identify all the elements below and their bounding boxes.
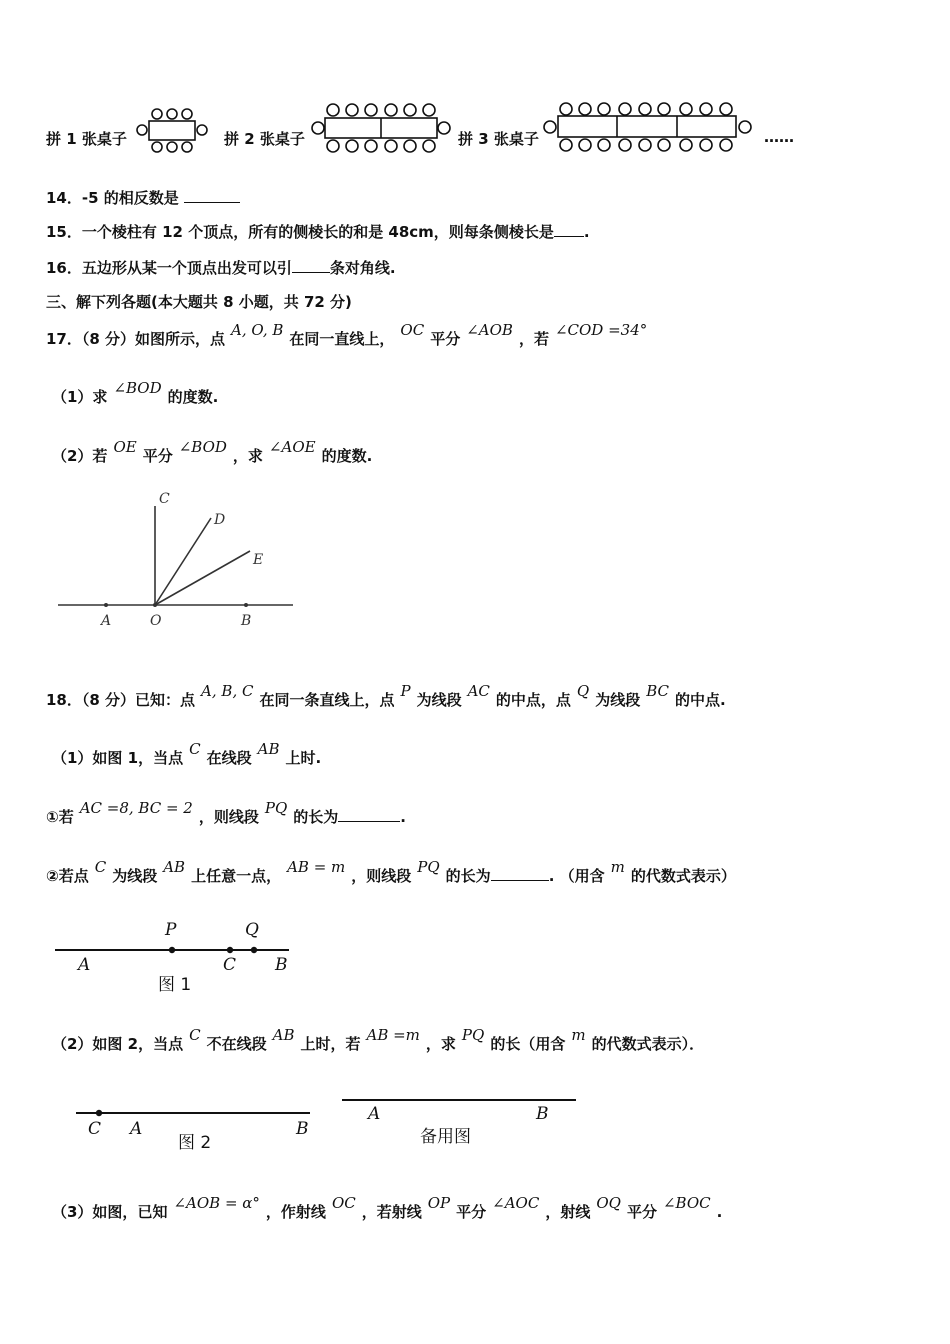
q17-p2-math-bod: ∠BOD — [178, 438, 227, 456]
q18-p1-text-c: 上时. — [285, 749, 322, 767]
question-14 — [46, 187, 240, 208]
q18-p3-text-d: 平分 — [456, 1203, 487, 1221]
question-18 — [46, 682, 726, 710]
q18-c1-math-pq: PQ — [264, 799, 288, 817]
q18-text-b: 在同一条直线上，点 — [259, 691, 395, 709]
tables-label-2: 拼 2 张桌子 — [224, 130, 305, 148]
q17-text-c: 平分 — [430, 330, 461, 348]
q18-p3-math-boc: ∠BOC — [662, 1194, 711, 1212]
fig2-point-c — [96, 1110, 102, 1116]
q18-p3-text-f: 平分 — [626, 1203, 657, 1221]
q18-p2-text-d: ，求 — [425, 1035, 456, 1053]
q18-math-p: P — [400, 682, 411, 700]
q17-part-2 — [52, 438, 373, 466]
tables-ellipsis: …… — [764, 128, 794, 146]
q17-label-c: C — [159, 491, 170, 507]
q18-text-c: 为线段 — [416, 691, 462, 709]
q18-p3-text-b: ，作射线 — [265, 1203, 326, 1221]
q18-p2-math-pq: PQ — [461, 1026, 485, 1044]
q18-math-q: Q — [576, 682, 590, 700]
q17-point-o — [153, 603, 157, 607]
question-17 — [46, 321, 653, 349]
q17-math-cod: ∠COD =34° — [554, 321, 648, 339]
question-15 — [46, 221, 590, 242]
q18-p2-text-c: 上时，若 — [300, 1035, 361, 1053]
q17-part-1 — [52, 379, 219, 407]
q18-case-1 — [46, 799, 406, 827]
q17-ray-oe — [155, 551, 250, 605]
table-3-figure — [544, 103, 751, 151]
fig2-label-c: C — [88, 1119, 102, 1139]
q18-p1-text-b: 在线段 — [206, 749, 252, 767]
q18-part-3 — [52, 1194, 723, 1222]
q18-p1-math-ab: AB — [257, 740, 280, 758]
q17-point-a — [104, 603, 108, 607]
q18-p2-text-a: （2）如图 2，当点 — [52, 1035, 184, 1053]
q18-c2-math-pq: PQ — [417, 858, 440, 876]
q18-c1-text-d: . — [400, 808, 406, 826]
q14-text: 14．-5 的相反数是 — [46, 189, 179, 207]
tables-label-1: 拼 1 张桌子 — [46, 130, 127, 148]
q18-c2-math-m: m — [610, 858, 625, 876]
q18-p3-text-e: ，射线 — [545, 1203, 591, 1221]
table-2-figure — [312, 104, 450, 152]
q18-c2-text-a: ②若点 — [46, 867, 89, 885]
q17-math-oc: OC — [400, 321, 425, 339]
q18-p2-math-ab: AB — [272, 1026, 295, 1044]
q18-text-e: 为线段 — [595, 691, 641, 709]
question-16 — [46, 257, 396, 278]
q18-p3-math-aoc: ∠AOC — [492, 1194, 540, 1212]
q17-text-a: 17．（8 分）如图所示，点 — [46, 330, 226, 348]
q18-math-ac: AC — [467, 682, 490, 700]
q17-ray-od — [155, 518, 211, 605]
fig2-label-a: A — [130, 1119, 143, 1139]
q18-math-abc: A, B, C — [201, 682, 254, 700]
q18-p3-text-g: . — [716, 1203, 723, 1221]
tables-figure — [0, 0, 950, 170]
q17-label-d: D — [214, 512, 226, 528]
q17-p1-text-b: 的度数. — [167, 388, 219, 406]
fig1-label-q: Q — [245, 920, 259, 940]
fig2-caption: 图 2 — [178, 1133, 212, 1153]
q18-c2-text-c: 上任意一点， — [191, 867, 282, 885]
q17-p2-text-d: 的度数. — [321, 447, 373, 465]
q18-part-2 — [52, 1026, 705, 1054]
tables-label-3: 拼 3 张桌子 — [458, 130, 539, 148]
fig1-label-a: A — [78, 955, 91, 975]
q18-p1-math-c: C — [189, 740, 201, 758]
fig1-label-b: B — [275, 955, 288, 975]
q18-c1-text-b: ，则线段 — [198, 808, 259, 826]
fig1-caption: 图 1 — [158, 975, 192, 995]
spare-caption: 备用图 — [420, 1127, 471, 1147]
q17-p2-text-a: （2）若 — [52, 447, 108, 465]
fig1-point-c — [227, 947, 233, 953]
q18-c1-text-c: 的长为 — [293, 808, 339, 826]
section-3-heading: 三、解下列各题(本大题共 8 小题，共 72 分) — [46, 293, 352, 311]
q18-p1-text-a: （1）如图 1，当点 — [52, 749, 184, 767]
q18-c2-text-b: 为线段 — [112, 867, 158, 885]
q17-text-d: ，若 — [518, 330, 549, 348]
q18-c2-text-f: . （用含 — [548, 867, 605, 885]
q17-point-b — [244, 603, 248, 607]
q16-blank — [292, 258, 330, 273]
q16-text-a: 16．五边形从某一个顶点出发可以引 — [46, 259, 292, 277]
q17-p1-text-a: （1）求 — [52, 388, 108, 406]
fig2-label-b: B — [296, 1119, 309, 1139]
q18-p3-math-oq: OQ — [596, 1194, 621, 1212]
q17-p2-math-oe: OE — [113, 438, 137, 456]
q18-case-2 — [46, 858, 736, 886]
spare-label-a: A — [368, 1104, 381, 1124]
q18-c2-text-d: ，则线段 — [351, 867, 412, 885]
q18-c1-text-a: ①若 — [46, 808, 74, 826]
q14-blank — [184, 188, 240, 203]
q18-p3-text-c: ，若射线 — [361, 1203, 422, 1221]
q18-c2-math-abm: AB = m — [287, 858, 346, 876]
q18-text-a: 18．（8 分）已知：点 — [46, 691, 196, 709]
q17-p2-math-aoe: ∠AOE — [268, 438, 316, 456]
q18-p2-math-c: C — [189, 1026, 201, 1044]
q17-label-e: E — [253, 552, 264, 568]
q18-text-d: 的中点，点 — [495, 691, 571, 709]
q15-text: 15．一个棱柱有 12 个顶点，所有的侧棱长的和是 48cm，则每条侧棱长是 — [46, 223, 554, 241]
fig1-point-p — [169, 947, 175, 953]
q18-p3-text-a: （3）如图，已知 — [52, 1203, 168, 1221]
q18-p3-math-op: OP — [427, 1194, 451, 1212]
q18-c1-blank — [338, 807, 400, 822]
q16-text-b: 条对角线. — [329, 259, 396, 277]
q17-label-b: B — [241, 613, 252, 629]
q18-math-bc: BC — [646, 682, 670, 700]
fig1-point-q — [251, 947, 257, 953]
q18-p2-text-f: 的代数式表示）． — [591, 1035, 705, 1053]
q15-end: . — [583, 223, 590, 241]
q15-blank — [554, 222, 584, 237]
q18-part-1 — [52, 740, 322, 768]
q18-p2-math-abm: AB =m — [366, 1026, 420, 1044]
q18-c2-text-g: 的代数式表示） — [630, 867, 736, 885]
table-1-figure — [137, 109, 207, 152]
q18-p2-text-e: 的长（用含 — [490, 1035, 566, 1053]
fig1-label-c: C — [223, 955, 237, 975]
q18-c1-math-values: AC =8, BC = 2 — [79, 799, 193, 817]
q18-text-f: 的中点. — [675, 691, 726, 709]
q18-p3-math-aob: ∠AOB = α° — [173, 1194, 260, 1212]
q17-p1-math: ∠BOD — [113, 379, 162, 397]
q17-p2-text-c: ，求 — [232, 447, 263, 465]
q18-c2-blank — [491, 866, 549, 881]
q18-c2-math-c: C — [94, 858, 107, 876]
q17-text-b: 在同一直线上， — [289, 330, 395, 348]
q17-label-o: O — [150, 613, 162, 629]
q17-label-a: A — [101, 613, 112, 629]
spare-label-b: B — [536, 1104, 549, 1124]
q18-p3-math-oc: OC — [331, 1194, 356, 1212]
q17-math-aob: ∠AOB — [466, 321, 513, 339]
q17-math-points: A, O, B — [231, 321, 284, 339]
q18-c2-text-e: 的长为 — [445, 867, 491, 885]
q17-p2-text-b: 平分 — [142, 447, 173, 465]
q18-p2-math-m: m — [571, 1026, 586, 1044]
fig1-label-p: P — [165, 920, 177, 940]
q18-c2-math-ab: AB — [163, 858, 186, 876]
q18-p2-text-b: 不在线段 — [206, 1035, 267, 1053]
